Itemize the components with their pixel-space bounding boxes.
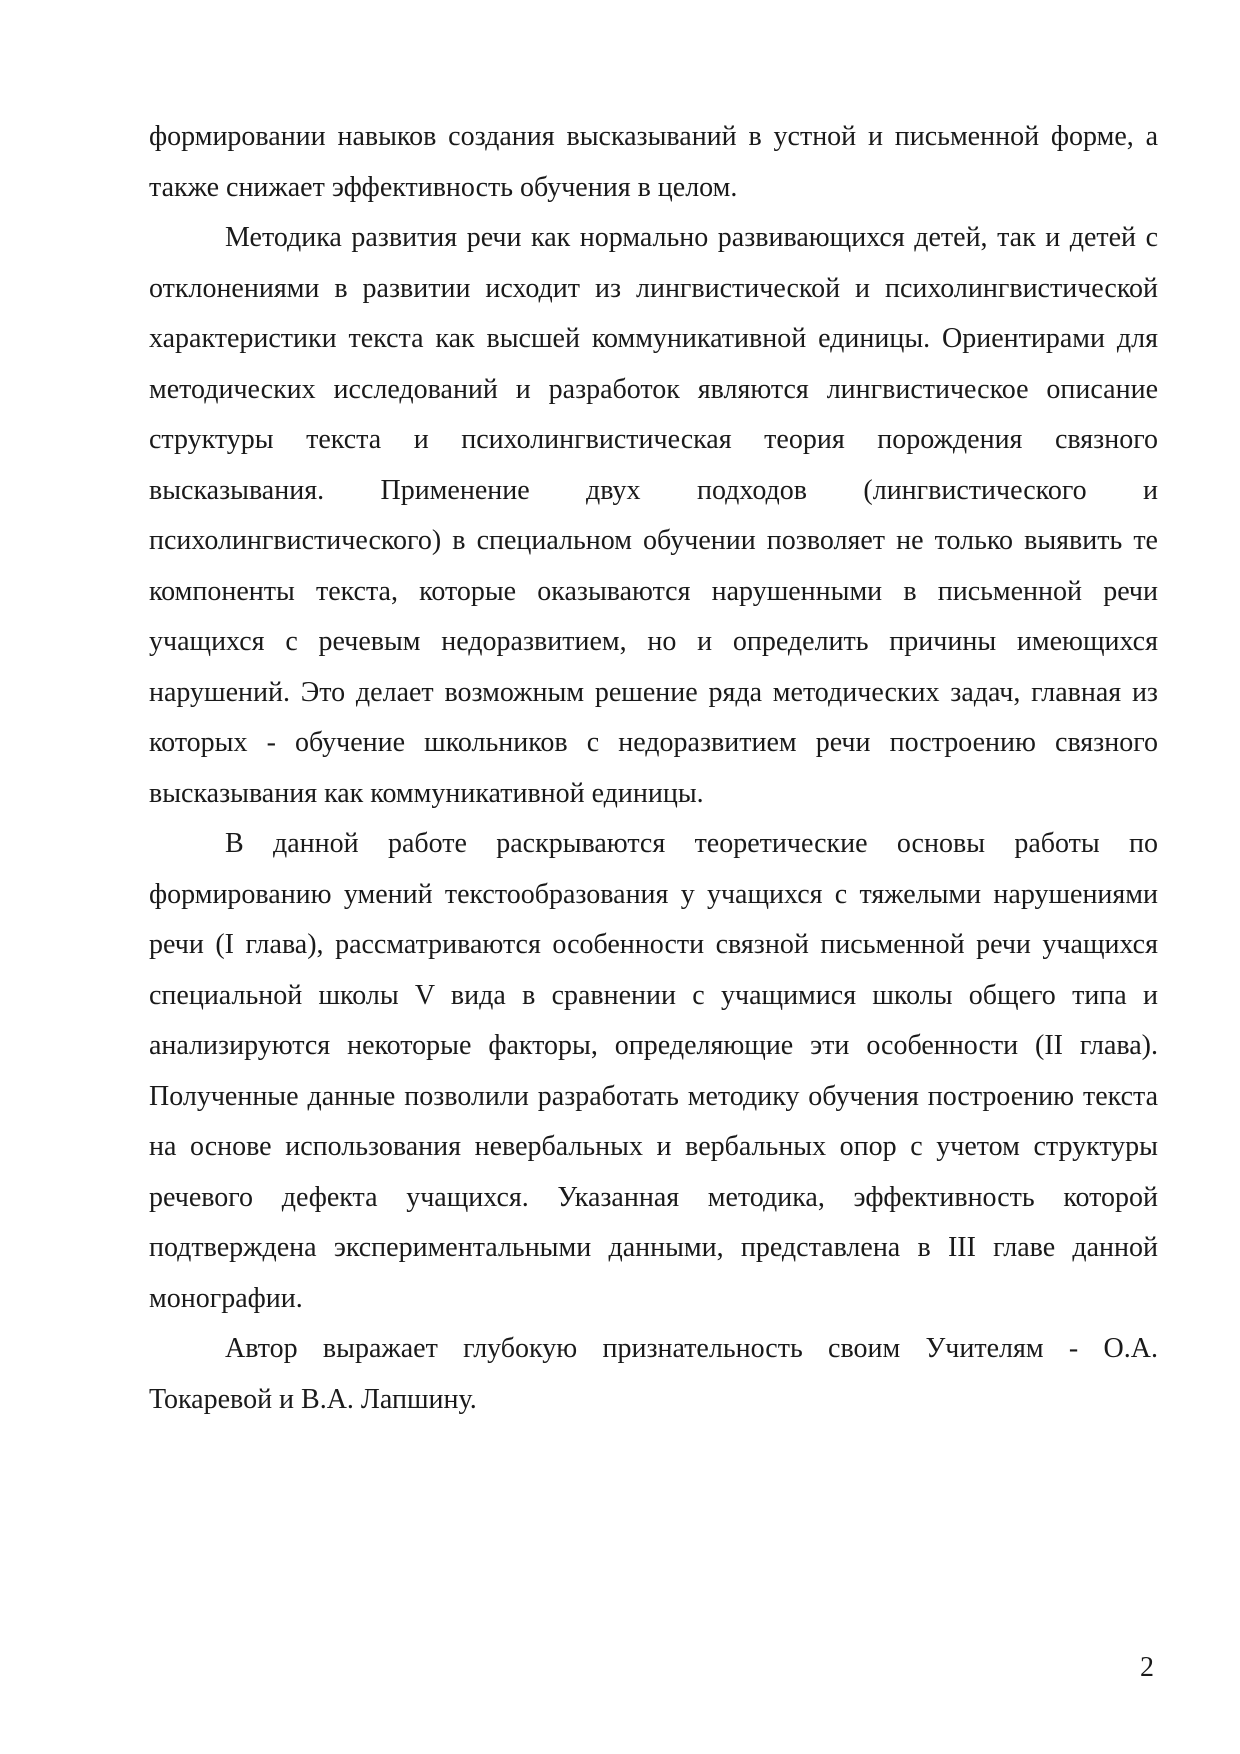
body-text [149, 112, 1158, 1425]
paragraph-methodology: Методика развития речи как нормально развивающихся детей, так и детей с отклонениями в развитии исходит из лингвистической и психолингвистической характеристики текста как высшей коммуникативной единицы. Ориентирами для методических исследований и разработок являются лингвистическое описание структуры текста и психолингвистическая теория порождения связного высказывания. Применение двух подходов (лингвистического и психолингвистического) в специальном обучении позволяет не только выявить те компоненты текста, которые оказываются нарушенными в письменной речи учащихся с речевым недоразвитием, но и определить причины имеющихся нарушений. Это делает возможным решение ряда методических задач, главная из которых - обучение школьников с недоразвитием речи построению связного высказывания как коммуникативной единицы. [149, 222, 1158, 809]
paragraph-continuation: формировании навыков создания высказываний в устной и письменной форме, а также снижает эффективность обучения в целом. [149, 121, 1158, 203]
paragraph-work-overview: В данной работе раскрываются теоретические основы работы по формированию умений текстообразования у учащихся с тяжелыми нарушениями речи (I глава), рассматриваются особенности связной письменной речи учащихся специальной школы V вида в сравнении с учащимися школы общего типа и анализируются некоторые факторы, определяющие эти особенности (II глава). Полученные данные позволили разработать методику обучения построению текста на основе использования невербальных и вербальных опор с учетом структуры речевого дефекта учащихся. Указанная методика, эффективность которой подтверждена экспериментальными данными, представлена в III главе данной монографии. [149, 828, 1158, 1314]
paragraph-acknowledgement: Автор выражает глубокую признательность своим Учителям - О.А. Токаревой и В.А. Лапшину. [149, 1333, 1158, 1415]
page-number: 2 [1140, 1652, 1154, 1683]
